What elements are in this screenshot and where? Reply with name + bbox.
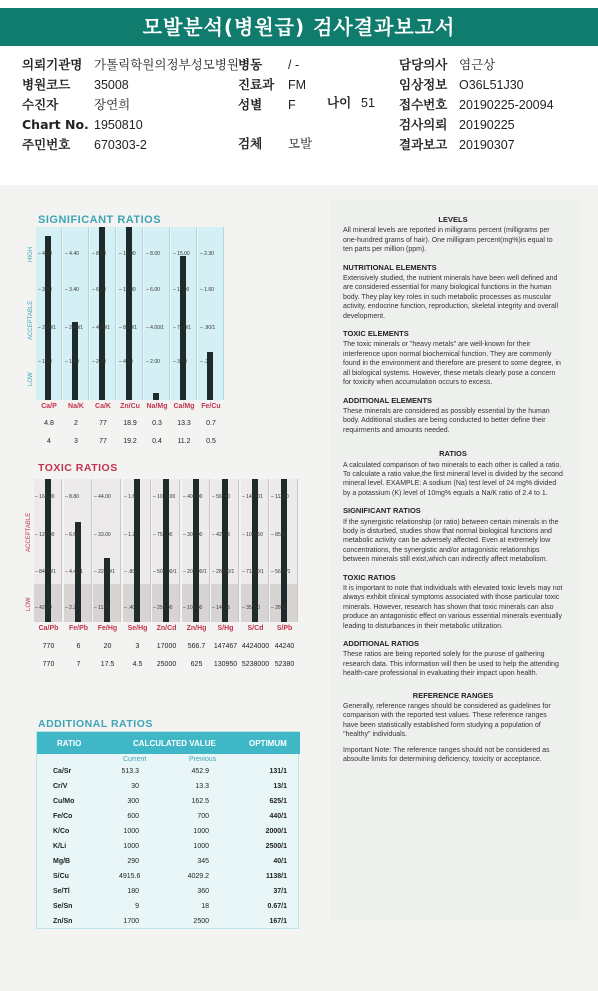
report-title: 모발분석(병원급) 검사결과보고서	[0, 8, 598, 46]
additional-ratio-name: S/Cu	[53, 873, 69, 880]
significant-tick-label: – 6.20	[92, 287, 106, 293]
toxic-bar	[134, 479, 140, 622]
toxic-bar	[193, 479, 199, 622]
additional-optimum-value: 131/1	[269, 768, 287, 775]
significant-bar	[153, 393, 159, 400]
significant-ratios-text: If the synergistic relationship (or ratio) between certain minerals in the body is disturbed, studies show that normal biological functions and metabolic activity can be adversely affected. Even at extremely low concentrations, the synergistic and/or antagonistic relationships between minerals still exist,which can indirectly affect metabolism.	[343, 518, 559, 564]
significant-ratios-heading: SIGNIFICANT RATIOS	[343, 506, 421, 516]
toxic-ratios-heading: TOXIC RATIOS	[343, 572, 396, 582]
significant-tick-label: – 2.30	[200, 251, 214, 257]
nutritional-text: Extensively studied, the nutrient minerals have been well defined and are considered essential for many biological functions in the human body. They play key roles in such metabolic processes as muscular activity, endocrine function, reproduction, skeletal integrity and overall development.	[343, 275, 559, 320]
toxic-previous-value: 4.5	[132, 661, 143, 668]
toxic-previous-value: 25000	[156, 661, 177, 668]
toxic-axis-acceptable-label: ACCEPTABLE	[26, 512, 32, 552]
toxic-column-fe-pb	[64, 479, 92, 622]
additional-previous-value: 360	[197, 888, 209, 895]
ratios-text: A calculated comparison of two minerals to each other is called a ratio. To calculate a ratio value,the first mineral level is divided by the second mineral level. EXAMPLE: A sodium (Na) test level of 24 mg% divided by a potassium (K) level of 10mg% equals a Na/K ratio of 2.4 to 1.	[343, 461, 563, 497]
significant-current-value: 2	[74, 420, 78, 427]
toxic-bar	[104, 558, 110, 622]
reference-ranges-text: Generally, reference ranges should be considered as guidelines for comparison with the reported test values. These reference ranges have been statistically established form studying a population of "healthy" individuals.	[343, 703, 551, 739]
additional-optimum-value: 1138/1	[265, 873, 287, 880]
additional-ratios-text: These ratios are being reported solely for the purose of gathering research data. This information will then be used to help the attending health-care professional in evaluating their impact upon health.	[343, 651, 559, 678]
toxic-tick-label: – 126.00	[35, 532, 55, 538]
info-mid: 병동 / - 진료과 FM 성별 F 검체 모발	[238, 57, 313, 151]
significant-tick-label: – 11.00	[173, 287, 190, 293]
toxic-tick-label: – 100.00	[183, 605, 203, 611]
additional-ratios-title: ADDITIONAL RATIOS	[38, 718, 153, 730]
toxic-tick-label: – 168.00	[35, 494, 55, 500]
significant-column-fe-cu	[198, 227, 224, 400]
significant-column-ca-k	[90, 227, 116, 400]
additional-ratio-name: K/Li	[53, 843, 67, 850]
additional-previous-value: 13.3	[195, 783, 209, 790]
additional-table-header	[37, 732, 300, 754]
additional-ratio-name: Zn/Sn	[53, 918, 73, 925]
toxic-tick-label: – 500.00/1	[153, 569, 177, 575]
additional-current-value: 290	[127, 858, 139, 865]
toxic-column-s-pb	[270, 479, 298, 622]
toxic-column-fe-hg	[93, 479, 121, 622]
additional-current-value: 4915.6	[119, 873, 141, 880]
info-age: 나이 51	[327, 95, 375, 110]
significant-column-ca-p	[36, 227, 62, 400]
significant-tick-label: – 2.40/1	[65, 325, 84, 331]
toxic-tick-label: – 142201	[242, 494, 263, 500]
additional-previous-value: 345	[197, 858, 209, 865]
additional-current-value: 300	[127, 798, 139, 805]
additional-ratio-name: K/Co	[53, 828, 70, 835]
significant-current-value: 4.8	[44, 420, 54, 427]
toxic-tick-label: – 2845	[271, 605, 287, 611]
header-optimum: OPTIMUM	[249, 739, 287, 748]
toxic-axis-low-label: LOW	[26, 597, 32, 611]
toxic-ratios-text: It is important to note that individuals with elevated toxic levels may not always exhibit clinical symptoms associated with those particular toxic minerals. However, research has shown that toxic minerals can also produce an antagonistic effect on various essential minerals eventually leading to disturbances in their metabolic utilization.	[343, 585, 563, 630]
significant-tick-label: – 6.00	[146, 287, 160, 293]
toxic-ratio-name: Se/Hg	[127, 625, 148, 632]
significant-ratios-title: SIGNIFICANT RATIOS	[38, 214, 162, 226]
header-calculated-value: CALCULATED VALUE	[133, 739, 216, 748]
toxic-tick-label: – 14225	[212, 605, 231, 611]
info-row-resident-no: 주민번호 670303-2	[22, 137, 147, 152]
toxic-tick-label: – 8535	[271, 532, 287, 538]
toxic-current-value: 147467	[213, 643, 238, 650]
significant-tick-label: – 1.40	[65, 359, 79, 365]
significant-tick-label: – 4.00	[38, 251, 52, 257]
significant-ratio-name: Fe/Cu	[201, 403, 221, 410]
toxic-ratios-title: TOXIC RATIOS	[38, 462, 118, 474]
significant-tick-label: – 7.00/1	[173, 325, 192, 331]
subheader-previous: Previous	[189, 756, 217, 763]
explanation-column	[343, 215, 563, 765]
additional-ratio-name: Se/Sn	[53, 903, 73, 910]
significant-tick-label: – 16.00	[119, 251, 136, 257]
additional-ratio-name: Cr/V	[53, 783, 68, 790]
toxic-tick-label: – 28450/1	[212, 569, 235, 575]
significant-previous-value: 3	[74, 438, 78, 445]
significant-tick-label: – 15.00	[173, 251, 190, 257]
toxic-tick-label: – 1.20	[124, 532, 138, 538]
additional-ratio-name: Se/Tl	[53, 888, 70, 895]
toxic-tick-label: – 42675	[212, 532, 231, 538]
toxic-elements-text: The toxic minerals or "heavy metals" are well-known for their interference upon normal biochemical function. They are commonly found in the environment and therefore are present to some degree, in all biological systems. However, these metals clearly pose a concern for toxicity when accumulation occurs to excess.	[343, 341, 561, 387]
significant-tick-label: – 2.00/1	[38, 325, 57, 331]
significant-current-value: 13.3	[177, 420, 191, 427]
reference-ranges-heading: REFERENCE RANGES	[412, 690, 494, 700]
toxic-ratio-name: Zn/Cd	[156, 625, 177, 632]
toxic-current-value: 3	[135, 643, 140, 650]
toxic-column-s-cd	[241, 479, 269, 622]
significant-tick-label: – 3.00	[173, 359, 187, 365]
toxic-tick-label: – 106650	[242, 532, 263, 538]
additional-previous-value: 452.9	[191, 768, 209, 775]
additional-ratio-name: Cu/Mo	[53, 798, 75, 805]
info-right: 담당의사 염근상 임상정보 O36L51J30 접수번호 20190225-20094 검사의뢰 20190225 결과보고 20190307	[399, 57, 554, 152]
additional-optimum-value: 440/1	[269, 813, 287, 820]
additional-current-value: 30	[131, 783, 139, 790]
significant-tick-label: – 4.40	[65, 251, 79, 257]
toxic-bar	[222, 479, 228, 622]
significant-tick-label: – 8.20	[92, 251, 106, 257]
info-row-patient: 수진자 장연희	[22, 97, 131, 112]
toxic-tick-label: – 22.00/1	[94, 569, 115, 575]
toxic-column-ca-pb	[34, 479, 62, 622]
toxic-tick-label: – 56900	[212, 494, 231, 500]
toxic-ratio-name: Ca/Pb	[38, 625, 59, 632]
additional-current-value: 180	[127, 888, 139, 895]
toxic-current-value: 44240	[274, 643, 295, 650]
significant-previous-value: 4	[47, 438, 51, 445]
significant-tick-label: – .20	[200, 359, 212, 365]
additional-previous-value: 162.5	[191, 798, 209, 805]
toxic-previous-value: 5238000	[241, 661, 270, 668]
info-row-chart-no: Chart No. 1950810	[22, 117, 143, 132]
toxic-previous-value: 130950	[213, 661, 238, 668]
toxic-previous-value: 17.5	[100, 661, 115, 668]
additional-previous-value: 1000	[193, 843, 209, 850]
additional-current-value: 9	[135, 903, 139, 910]
additional-elements-text: These minerals are considered as possibly essential by the human body. Additional studies are being conducted to better define their requirments and amounts needed.	[343, 407, 550, 434]
significant-tick-label: – 12.00	[119, 287, 136, 293]
significant-tick-label: – 4.00/1	[146, 325, 165, 331]
additional-optimum-value: 0.67/1	[267, 903, 287, 910]
info-left	[22, 55, 239, 155]
additional-current-value: 1000	[123, 828, 139, 835]
subheader-current: Current	[123, 756, 147, 763]
significant-tick-label: – 3.00	[38, 287, 52, 293]
significant-previous-value: 77	[99, 438, 107, 445]
toxic-tick-label: – 44.00	[94, 494, 111, 500]
toxic-tick-label: – 84.00/1	[35, 569, 56, 575]
additional-optimum-value: 625/1	[269, 798, 287, 805]
toxic-bar	[45, 479, 51, 622]
significant-ratio-name: Ca/K	[95, 403, 111, 410]
toxic-previous-value: 770	[42, 661, 55, 668]
toxic-current-value: 4424000	[241, 643, 270, 650]
significant-column-na-mg	[144, 227, 170, 400]
toxic-previous-value: 625	[190, 661, 203, 668]
additional-previous-value: 1000	[193, 828, 209, 835]
toxic-tick-label: – .80/1	[124, 569, 140, 575]
toxic-ratio-name: S/Cd	[247, 625, 264, 632]
additional-elements-heading: ADDITIONAL ELEMENTS	[343, 395, 433, 405]
toxic-bar	[252, 479, 258, 622]
nutritional-heading: NUTRITIONAL ELEMENTS	[343, 262, 437, 272]
levels-text: All mineral levels are reported in milligrams percent (milligrams per one-hundred grams of hair). One milligram percent(mg%)is equal to ten parts per million (ppm).	[343, 227, 553, 254]
additional-optimum-value: 40/1	[273, 858, 287, 865]
toxic-tick-label: – 5690/1	[271, 569, 291, 575]
significant-current-value: 77	[99, 420, 107, 427]
significant-ratio-name: Na/K	[68, 403, 84, 410]
additional-ratios-table	[36, 731, 299, 929]
toxic-tick-label: – 33.00	[94, 532, 111, 538]
significant-column-ca-mg	[171, 227, 197, 400]
toxic-tick-label: – 400.00	[183, 494, 203, 500]
significant-tick-label: – 4.00	[119, 359, 133, 365]
toxic-tick-label: – 4.40/1	[65, 569, 84, 575]
toxic-ratio-name: S/Pb	[276, 625, 293, 632]
toxic-elements-heading: TOXIC ELEMENTS	[343, 329, 409, 339]
toxic-current-value: 20	[103, 643, 112, 650]
significant-current-value: 0.3	[152, 420, 162, 427]
toxic-ratio-name: Fe/Hg	[97, 625, 118, 632]
toxic-tick-label: – 2.20	[65, 605, 79, 611]
additional-optimum-value: 167/1	[269, 918, 287, 925]
toxic-current-value: 17000	[156, 643, 177, 650]
axis-acceptable-label: ACCEPTABLE	[28, 300, 34, 340]
toxic-current-value: 566.7	[187, 643, 206, 650]
info-row-institution: 의뢰기관명 가톨릭학원의정부성모병원	[22, 57, 239, 72]
toxic-column-zn-cd	[152, 479, 180, 622]
additional-previous-value: 4029.2	[187, 873, 209, 880]
significant-tick-label: – 3.40	[65, 287, 79, 293]
significant-ratios-chart	[36, 227, 224, 400]
significant-ratio-name: Ca/P	[41, 403, 57, 410]
additional-optimum-value: 2500/1	[265, 843, 287, 850]
toxic-column-zn-hg	[182, 479, 210, 622]
significant-ratio-name: Na/Mg	[146, 403, 168, 410]
significant-previous-value: 19.2	[123, 438, 137, 445]
additional-ratios-heading: ADDITIONAL RATIOS	[343, 639, 419, 649]
toxic-tick-label: – 1.60	[124, 494, 138, 500]
levels-heading: LEVELS	[438, 215, 468, 224]
info-row-hospital-code: 병원코드 35008	[22, 77, 129, 92]
toxic-tick-label: – 200.00/1	[183, 569, 207, 575]
toxic-tick-label: – 8.80	[65, 494, 79, 500]
significant-ratio-name: Zn/Cu	[120, 403, 140, 410]
significant-current-value: 18.9	[123, 420, 137, 427]
significant-tick-label: – 8.00/1	[119, 325, 138, 331]
significant-bar	[45, 236, 51, 400]
significant-ratio-name: Ca/Mg	[173, 403, 195, 410]
significant-current-value: 0.7	[206, 420, 216, 427]
toxic-tick-label: – 11.00	[94, 605, 111, 611]
additional-current-value: 600	[127, 813, 139, 820]
toxic-ratio-name: Fe/Pb	[68, 625, 89, 632]
significant-previous-value: 0.5	[206, 438, 216, 445]
toxic-tick-label: – .40	[124, 605, 136, 611]
toxic-current-value: 6	[76, 643, 81, 650]
significant-tick-label: – .90/1	[200, 325, 216, 331]
axis-high-label: HIGH	[28, 247, 34, 262]
additional-optimum-value: 37/1	[273, 888, 287, 895]
toxic-current-value: 770	[42, 643, 55, 650]
significant-tick-label: – 8.00	[146, 251, 160, 257]
header-ratio: RATIO	[57, 739, 82, 748]
additional-optimum-value: 13/1	[273, 783, 287, 790]
additional-ratio-name: Ca/Sr	[53, 768, 72, 775]
axis-low-label: LOW	[28, 372, 34, 386]
toxic-ratios-chart	[34, 479, 298, 622]
toxic-tick-label: – 11380	[271, 494, 289, 500]
important-note-text: Important Note: The reference ranges should not be considered as absoulte limits for determining deficiency, toxicity or acceptance.	[343, 746, 550, 764]
significant-tick-label: – 4.20/1	[92, 325, 111, 331]
additional-previous-value: 18	[201, 903, 209, 910]
additional-ratio-name: Fe/Co	[53, 813, 73, 820]
significant-column-na-k	[63, 227, 89, 400]
significant-previous-value: 11.2	[177, 438, 191, 445]
toxic-tick-label: – 1000.00	[153, 494, 176, 500]
additional-current-value: 513.3	[121, 768, 139, 775]
significant-tick-label: – 2.20	[92, 359, 106, 365]
significant-tick-label: – 1.50	[38, 359, 52, 365]
toxic-bar	[281, 479, 287, 622]
toxic-ratio-name: Zn/Hg	[186, 625, 207, 632]
ratios-heading: RATIOS	[439, 449, 467, 459]
significant-column-zn-cu	[117, 227, 143, 400]
additional-ratio-name: Mg/B	[53, 858, 71, 865]
toxic-ratio-name: S/Hg	[217, 625, 234, 632]
toxic-column-se-hg	[123, 479, 151, 622]
significant-tick-label: – 2.00	[146, 359, 160, 365]
toxic-tick-label: – 71100/1	[242, 569, 264, 575]
toxic-tick-label: – 6.60	[65, 532, 79, 538]
additional-current-value: 1000	[123, 843, 139, 850]
toxic-column-s-hg	[211, 479, 239, 622]
toxic-tick-label: – 42.00	[35, 605, 52, 611]
toxic-tick-label: – 300.00	[183, 532, 203, 538]
toxic-bar	[163, 479, 169, 622]
additional-previous-value: 700	[197, 813, 209, 820]
significant-tick-label: – 1.60	[200, 287, 214, 293]
additional-previous-value: 2500	[193, 918, 209, 925]
toxic-previous-value: 7	[76, 661, 81, 668]
additional-optimum-value: 2000/1	[265, 828, 287, 835]
significant-previous-value: 0.4	[152, 438, 162, 445]
toxic-previous-value: 52380	[274, 661, 295, 668]
additional-current-value: 1700	[123, 918, 139, 925]
toxic-tick-label: – 250.00	[153, 605, 173, 611]
toxic-tick-label: – 35550	[242, 605, 261, 611]
toxic-tick-label: – 750.00	[153, 532, 173, 538]
